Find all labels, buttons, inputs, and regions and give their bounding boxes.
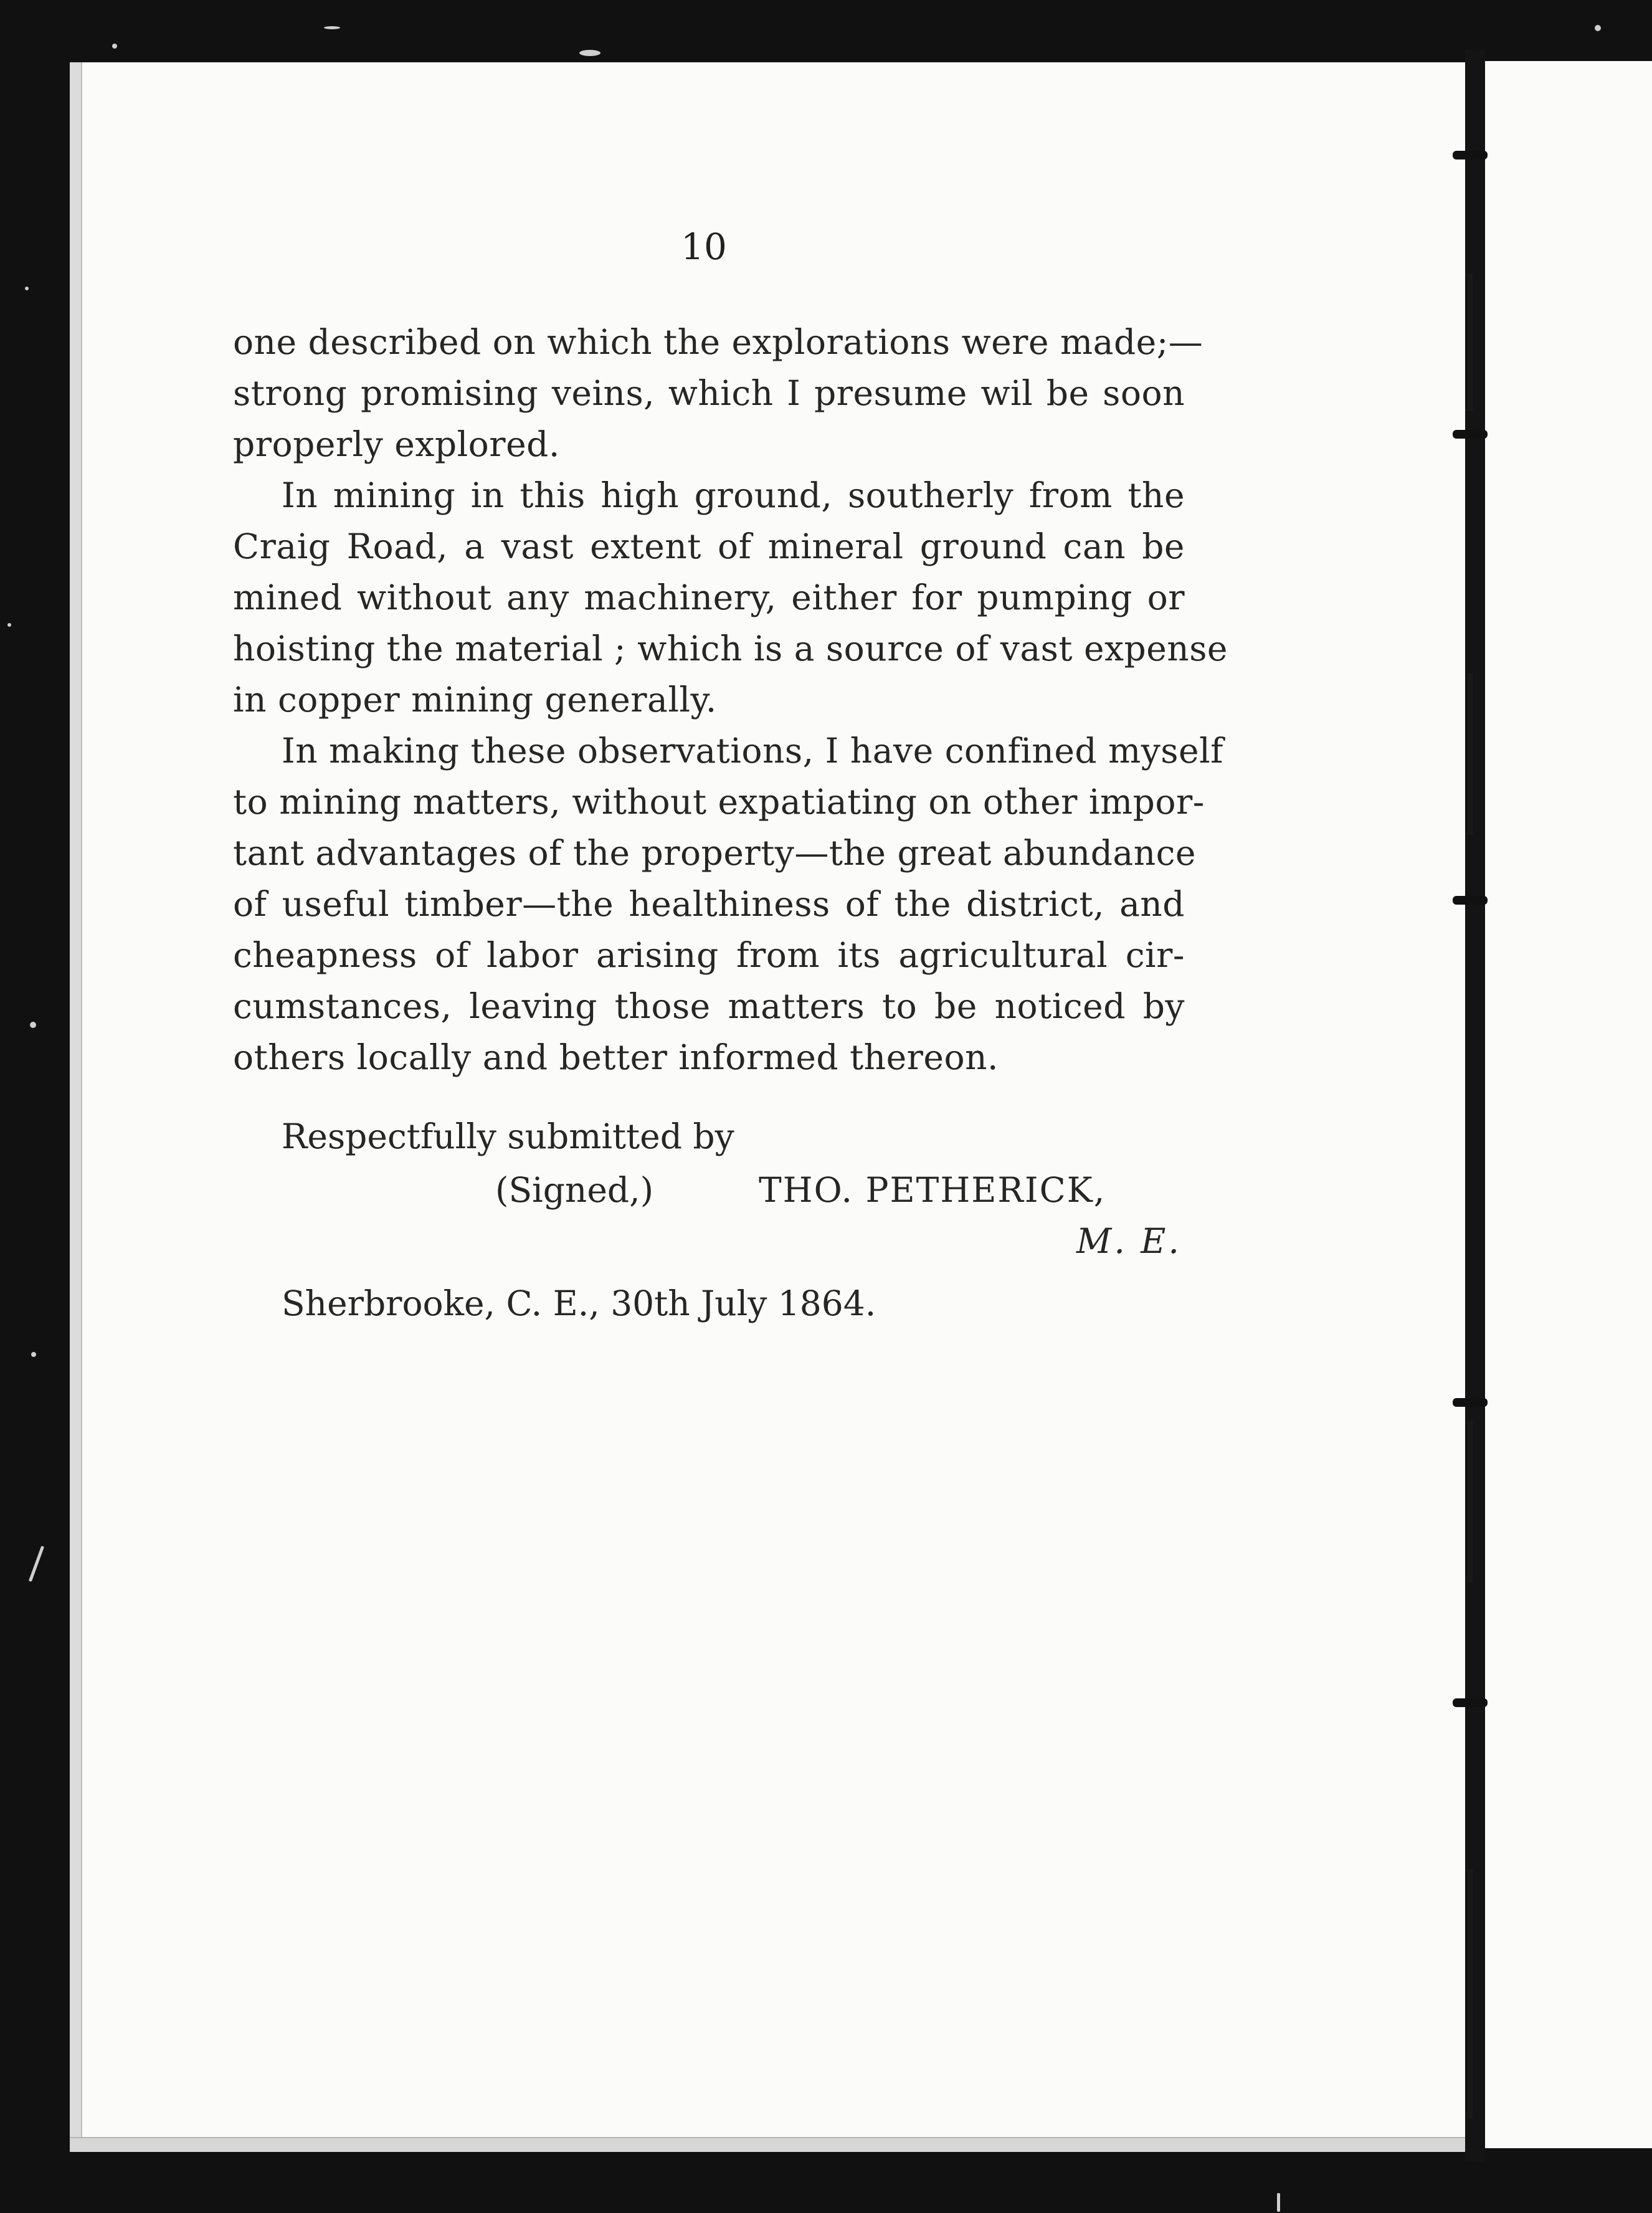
page-left-edge <box>70 62 82 2151</box>
dust-speck <box>324 26 340 29</box>
signer-title: M. E. <box>1076 1221 1182 1261</box>
page-number: 10 <box>681 226 727 268</box>
binding-stitch <box>1453 430 1488 439</box>
text-line: hoisting the material ; which is a source of vast expense <box>233 629 1228 669</box>
binding-thread <box>1468 1869 1473 2118</box>
paragraph-start-line: In making these observations, I have confined myself <box>282 731 1224 771</box>
dust-speck <box>25 287 29 290</box>
dust-speck <box>1277 2193 1280 2212</box>
dust-speck <box>29 1546 44 1582</box>
text-line: to mining matters, without expatiating on other impor- <box>233 782 1205 822</box>
place-and-date: Sherbrooke, C. E., 30th July 1864. <box>282 1283 876 1323</box>
closing-line: Respectfully submitted by <box>282 1116 734 1156</box>
signed-label: (Signed,) <box>495 1170 654 1210</box>
binding-stitch <box>1453 151 1488 159</box>
text-line: of useful timber—the healthiness of the district, and <box>233 884 1185 924</box>
text-line: cheapness of labor arising from its agricultural cir- <box>233 935 1185 975</box>
dust-speck <box>579 50 601 56</box>
text-line: properly explored. <box>233 424 560 464</box>
text-line: one described on which the explorations were made;— <box>233 322 1203 362</box>
text-line: mined without any machinery, either for pumping or <box>233 578 1185 617</box>
text-line: in copper mining generally. <box>233 680 717 720</box>
binding-stitch <box>1453 1398 1488 1407</box>
dust-speck <box>1595 25 1601 31</box>
binding-stitch <box>1453 896 1488 905</box>
binding-thread <box>1468 673 1473 835</box>
text-line: strong promising veins, which I presume wil be soon <box>233 373 1185 413</box>
dust-speck <box>31 1352 36 1357</box>
binding-thread <box>1468 1421 1473 1582</box>
signer-name: THO. PETHERICK, <box>759 1170 1106 1210</box>
text-line: cumstances, leaving those matters to be noticed by <box>233 986 1185 1026</box>
binding-stitch <box>1453 1698 1488 1707</box>
facing-page-edge <box>1485 61 1652 2148</box>
dust-speck <box>7 623 11 627</box>
text-line: Craig Road, a vast extent of mineral ground can be <box>233 526 1185 566</box>
binding-thread <box>1468 274 1473 411</box>
dust-speck <box>30 1022 36 1028</box>
text-line: tant advantages of the property—the great abundance <box>233 833 1196 873</box>
text-line: others locally and better informed thereon. <box>233 1037 999 1077</box>
page-bottom-edge <box>70 2137 1465 2152</box>
paragraph-start-line: In mining in this high ground, southerly from the <box>282 475 1185 515</box>
dust-speck <box>112 44 117 49</box>
